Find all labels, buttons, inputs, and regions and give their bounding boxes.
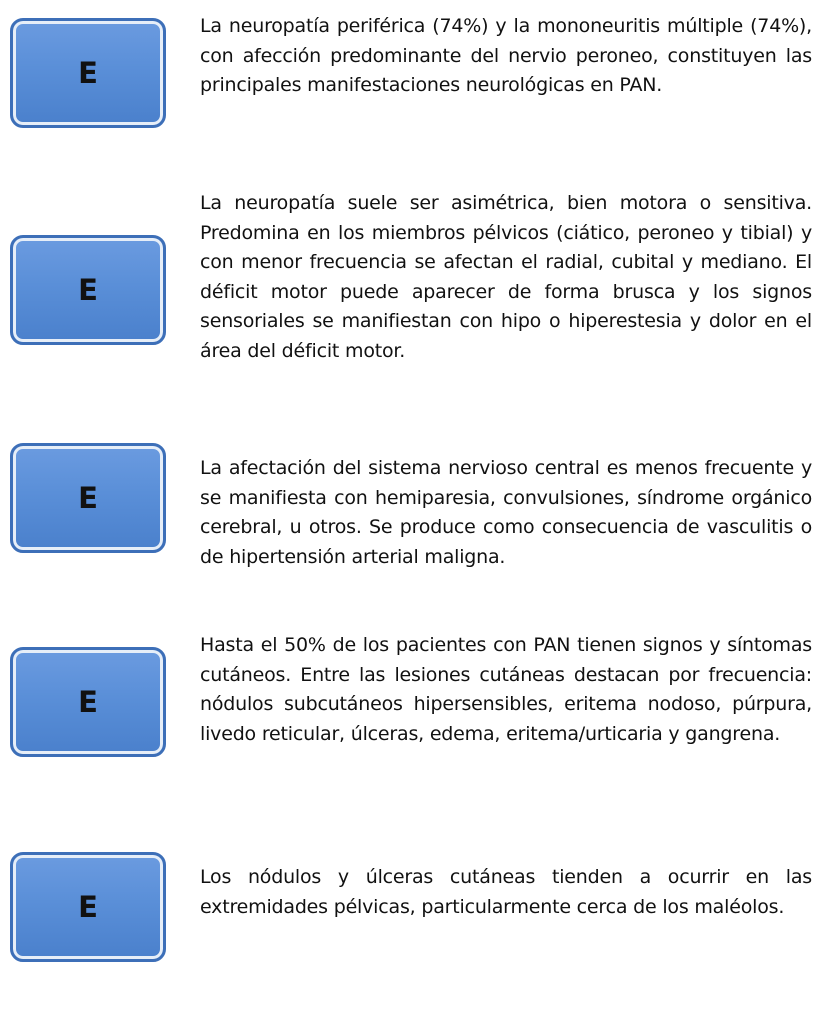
evidence-level-badge — [10, 852, 166, 962]
evidence-text: La afectación del sistema nervioso central es menos frecuente y se manifiesta con hemiparesia, convulsiones, síndrome orgánico cerebral, u otros. Se produce como consecuencia de vasculitis o de hipertensión arterial maligna. — [200, 457, 812, 568]
evidence-level-label: E — [78, 273, 98, 307]
evidence-text: Hasta el 50% de los pacientes con PAN tienen signos y síntomas cutáneos. Entre las lesiones cutáneas destacan por frecuencia: nódulos subcutáneos hipersensibles, eritema nodoso, púrpura, livedo reticular, úlceras, edema, eritema/urticaria y gangrena. — [200, 634, 812, 745]
evidence-level-badge — [10, 18, 166, 128]
evidence-level-label: E — [78, 56, 98, 90]
evidence-text: Los nódulos y úlceras cutáneas tienden a ocurrir en las extremidades pélvicas, particularmente cerca de los maléolos. — [200, 866, 812, 918]
evidence-level-badge — [10, 235, 166, 345]
evidence-level-label: E — [78, 481, 98, 515]
evidence-level-label: E — [78, 685, 98, 719]
evidence-text: La neuropatía suele ser asimétrica, bien motora o sensitiva. Predomina en los miembros pélvicos (ciático, peroneo y tibial) y con menor frecuencia se afectan el radial, cubital y mediano. El déficit motor puede aparecer de forma brusca y los signos sensoriales se manifiestan con hipo o hiperestesia y dolor en el área del déficit motor. — [200, 192, 812, 362]
evidence-level-badge — [10, 443, 166, 553]
evidence-level-label: E — [78, 890, 98, 924]
evidence-level-badge — [10, 647, 166, 757]
evidence-text: La neuropatía periférica (74%) y la mononeuritis múltiple (74%), con afección predominante del nervio peroneo, constituyen las principales manifestaciones neurológicas en PAN. — [200, 15, 812, 96]
